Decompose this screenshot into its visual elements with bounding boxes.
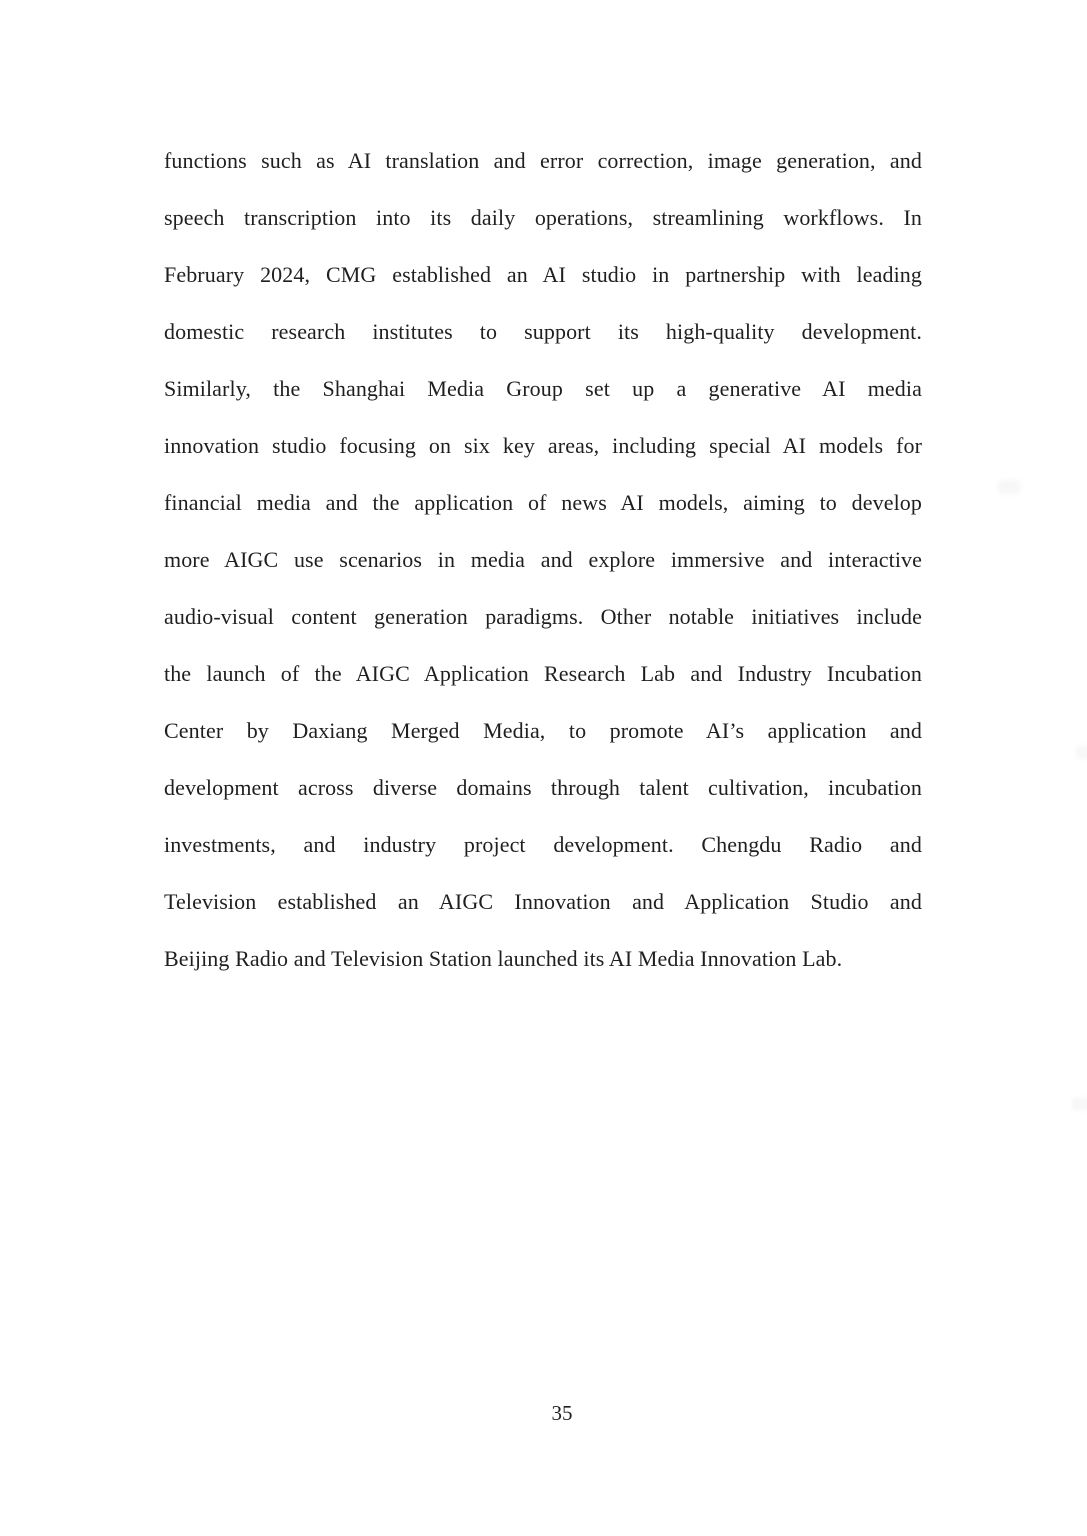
text-line: Center by Daxiang Merged Media, to promote AI’s application and bbox=[164, 718, 922, 743]
text-line: Television established an AIGC Innovation and Application Studio and bbox=[164, 889, 922, 914]
body-paragraph bbox=[164, 132, 922, 987]
text-line: the launch of the AIGC Application Research Lab and Industry Incubation bbox=[164, 661, 922, 686]
text-line: audio-visual content generation paradigms. Other notable initiatives include bbox=[164, 604, 922, 629]
text-line: Similarly, the Shanghai Media Group set up a generative AI media bbox=[164, 376, 922, 401]
text-line: February 2024, CMG established an AI studio in partnership with leading bbox=[164, 262, 922, 287]
scan-artifact bbox=[998, 480, 1020, 494]
scan-artifact bbox=[1076, 746, 1087, 759]
text-line: investments, and industry project development. Chengdu Radio and bbox=[164, 832, 922, 857]
page-footer bbox=[0, 1398, 1087, 1428]
text-line: more AIGC use scenarios in media and explore immersive and interactive bbox=[164, 547, 922, 572]
text-line: speech transcription into its daily operations, streamlining workflows. In bbox=[164, 205, 922, 230]
page-number: 35 bbox=[551, 1401, 573, 1425]
text-line: domestic research institutes to support its high-quality development. bbox=[164, 319, 922, 344]
text-line: Beijing Radio and Television Station launched its AI Media Innovation Lab. bbox=[164, 946, 843, 971]
text-line: functions such as AI translation and error correction, image generation, and bbox=[164, 148, 922, 173]
scan-artifact bbox=[1072, 1098, 1087, 1110]
text-line: financial media and the application of news AI models, aiming to develop bbox=[164, 490, 922, 515]
text-line: innovation studio focusing on six key areas, including special AI models for bbox=[164, 433, 922, 458]
text-line: development across diverse domains through talent cultivation, incubation bbox=[164, 775, 922, 800]
